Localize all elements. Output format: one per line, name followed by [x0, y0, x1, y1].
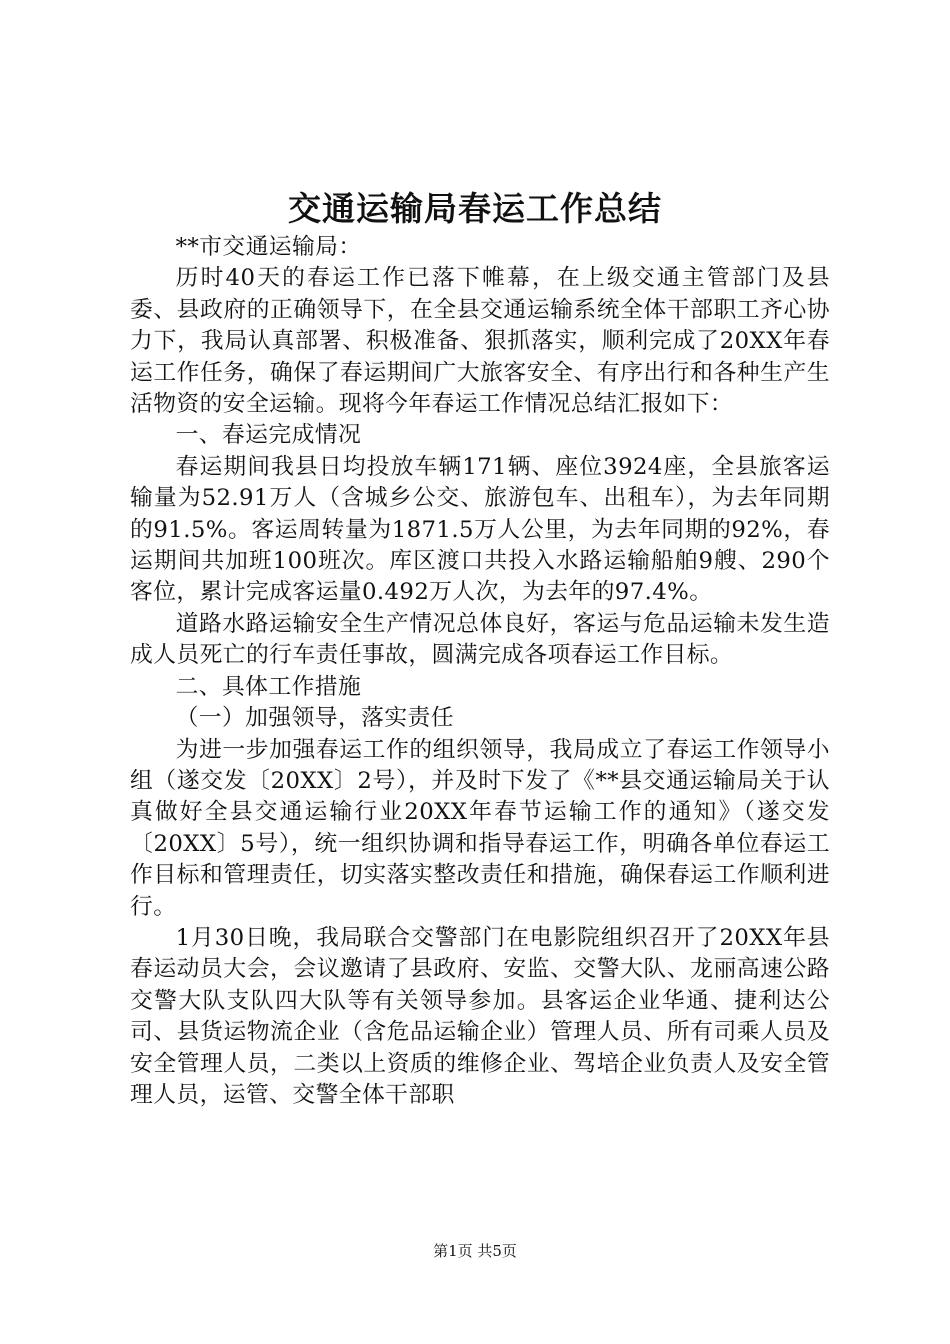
subsection-heading-1: （一）加强领导，落实责任 — [175, 705, 454, 732]
document-body — [130, 232, 830, 1111]
paragraph-intro: 历时40天的春运工作已落下帷幕，在上级交通主管部门及县委、县政府的正确领导下，在全县交通运输系统全体干部职工齐心协力下，我局认真部署、积极准备、狠抓落实，顺利完成了20XX年春运工作任务，确保了春运期间广大旅客安全、有序出行和各种生产生活物资的安全运输。现将今年春运工作情况总结汇报如下： — [130, 265, 830, 418]
document-title: 交通运输局春运工作总结 — [288, 189, 662, 228]
section-heading-2: 二、具体工作措施 — [175, 673, 362, 700]
paragraph-statistics: 春运期间我县日均投放车辆171辆、座位3924座，全县旅客运输量为52.91万人（含城乡公交、旅游包车、出租车），为去年同期的91.5%。客运周转量为1871.5万人公里，为去年同期的92%，春运期间共加班100班次。库区渡口共投入水路运输船舶9艘、290个客位，累计完成客运量0.492万人次，为去年的97.4%。 — [130, 453, 830, 606]
salutation: **市交通运输局： — [175, 234, 362, 260]
paragraph-safety: 道路水路运输安全生产情况总体良好，客运与危品运输未发生造成人员死亡的行车责任事故，圆满完成各项春运工作目标。 — [130, 610, 830, 669]
paragraph-leadership: 为进一步加强春运工作的组织领导，我局成立了春运工作领导小组（遂交发〔20XX〕2号），并及时下发了《**县交通运输局关于认真做好全县交通运输行业20XX年春节运输工作的通知》（遂交发〔20XX〕5号），统一组织协调和指导春运工作，明确各单位春运工作目标和管理责任，切实落实整改责任和措施，确保春运工作顺利进行。 — [130, 736, 830, 920]
paragraph-meeting: 1月30日晚，我局联合交警部门在电影院组织召开了20XX年县春运动员大会，会议邀请了县政府、安监、交警大队、龙丽高速公路交警大队支队四大队等有关领导参加。县客运企业华通、捷利达公司、县货运物流企业（含危品运输企业）管理人员、所有司乘人员及安全管理人员，二类以上资质的维修企业、驾培企业负责人及安全管理人员，运管、交警全体干部职 — [130, 924, 830, 1108]
page-footer: 第1页 共5页 — [433, 1242, 517, 1260]
section-heading-1: 一、春运完成情况 — [175, 422, 362, 449]
